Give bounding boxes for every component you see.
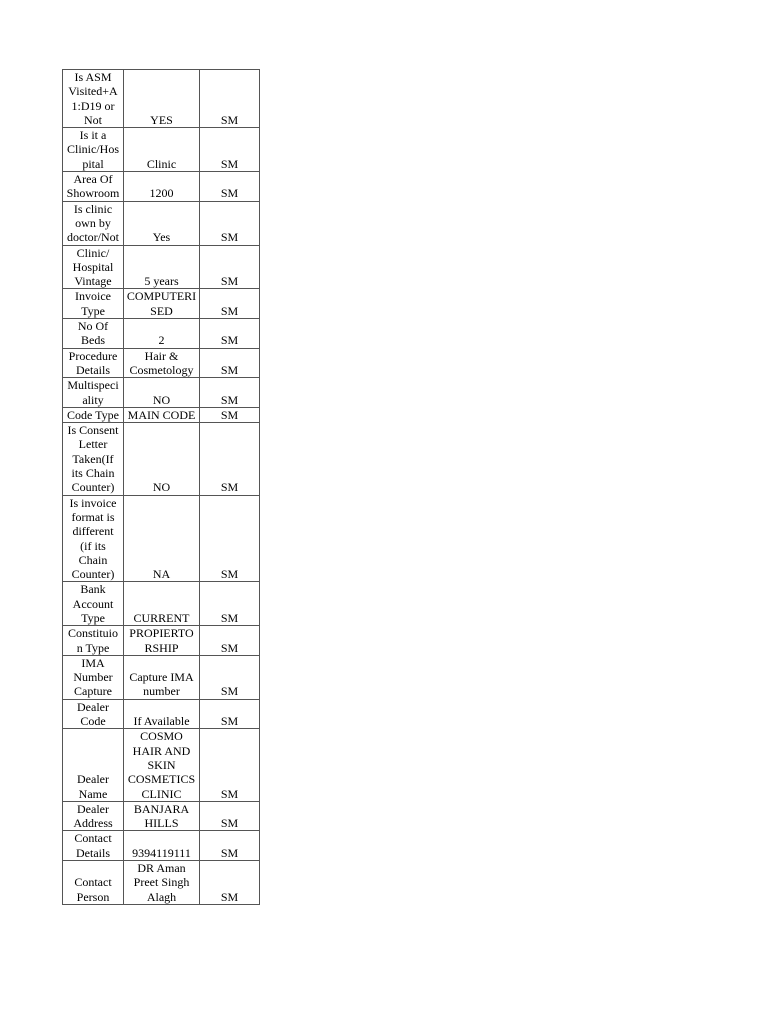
owner-cell[interactable]: SM — [200, 289, 260, 319]
field-label-cell[interactable]: No Of Beds — [63, 319, 124, 349]
owner-cell[interactable]: SM — [200, 582, 260, 626]
table-row — [63, 407, 260, 422]
value-cell[interactable]: NA — [124, 495, 200, 582]
table-row — [63, 801, 260, 831]
table-row — [63, 201, 260, 245]
value-cell[interactable]: 1200 — [124, 172, 200, 202]
value-cell[interactable]: If Available — [124, 699, 200, 729]
table-row — [63, 729, 260, 801]
value-cell[interactable]: YES — [124, 70, 200, 128]
table-row — [63, 245, 260, 289]
table-row — [63, 626, 260, 656]
table-row — [63, 582, 260, 626]
value-cell[interactable]: NO — [124, 423, 200, 495]
value-cell[interactable]: NO — [124, 378, 200, 408]
owner-cell[interactable]: SM — [200, 378, 260, 408]
value-cell[interactable]: COSMO HAIR AND SKIN COSMETICS CLINIC — [124, 729, 200, 801]
field-label-cell[interactable]: Clinic/ Hospital Vintage — [63, 245, 124, 289]
table-row — [63, 861, 260, 905]
table-row — [63, 319, 260, 349]
value-cell[interactable]: BANJARA HILLS — [124, 801, 200, 831]
field-label-cell[interactable]: Multispeci ality — [63, 378, 124, 408]
owner-cell[interactable]: SM — [200, 861, 260, 905]
value-cell[interactable]: COMPUTERI SED — [124, 289, 200, 319]
dealer-details-table — [62, 69, 260, 905]
owner-cell[interactable]: SM — [200, 407, 260, 422]
value-cell[interactable]: CURRENT — [124, 582, 200, 626]
value-cell[interactable]: MAIN CODE — [124, 407, 200, 422]
field-label-cell[interactable]: Dealer Code — [63, 699, 124, 729]
owner-cell[interactable]: SM — [200, 319, 260, 349]
table-row — [63, 423, 260, 495]
value-cell[interactable]: Yes — [124, 201, 200, 245]
value-cell[interactable]: 5 years — [124, 245, 200, 289]
field-label-cell[interactable]: Contact Person — [63, 861, 124, 905]
table-row — [63, 348, 260, 378]
owner-cell[interactable]: SM — [200, 172, 260, 202]
table-row — [63, 289, 260, 319]
field-label-cell[interactable]: Is Consent Letter Taken(If its Chain Counter) — [63, 423, 124, 495]
field-label-cell[interactable]: Invoice Type — [63, 289, 124, 319]
field-label-cell[interactable]: Is it a Clinic/Hos pital — [63, 128, 124, 172]
owner-cell[interactable]: SM — [200, 655, 260, 699]
field-label-cell[interactable]: Code Type — [63, 407, 124, 422]
table-row — [63, 378, 260, 408]
field-label-cell[interactable]: Procedure Details — [63, 348, 124, 378]
value-cell[interactable]: DR Aman Preet Singh Alagh — [124, 861, 200, 905]
owner-cell[interactable]: SM — [200, 70, 260, 128]
value-cell[interactable]: Capture IMA number — [124, 655, 200, 699]
table-row — [63, 831, 260, 861]
field-label-cell[interactable]: Is invoice format is different (if its Chain Counter) — [63, 495, 124, 582]
table-row — [63, 655, 260, 699]
value-cell[interactable]: PROPIERTO RSHIP — [124, 626, 200, 656]
table-body — [63, 70, 260, 905]
table-row — [63, 699, 260, 729]
owner-cell[interactable]: SM — [200, 201, 260, 245]
field-label-cell[interactable]: Dealer Name — [63, 729, 124, 801]
field-label-cell[interactable]: Area Of Showroom — [63, 172, 124, 202]
owner-cell[interactable]: SM — [200, 495, 260, 582]
value-cell[interactable]: 9394119111 — [124, 831, 200, 861]
field-label-cell[interactable]: Is ASM Visited+A 1:D19 or Not — [63, 70, 124, 128]
table-row — [63, 495, 260, 582]
owner-cell[interactable]: SM — [200, 128, 260, 172]
owner-cell[interactable]: SM — [200, 245, 260, 289]
field-label-cell[interactable]: Dealer Address — [63, 801, 124, 831]
owner-cell[interactable]: SM — [200, 348, 260, 378]
value-cell[interactable]: 2 — [124, 319, 200, 349]
owner-cell[interactable]: SM — [200, 626, 260, 656]
value-cell[interactable]: Hair & Cosmetology — [124, 348, 200, 378]
owner-cell[interactable]: SM — [200, 729, 260, 801]
owner-cell[interactable]: SM — [200, 831, 260, 861]
field-label-cell[interactable]: IMA Number Capture — [63, 655, 124, 699]
field-label-cell[interactable]: Bank Account Type — [63, 582, 124, 626]
field-label-cell[interactable]: Is clinic own by doctor/Not — [63, 201, 124, 245]
table-row — [63, 172, 260, 202]
table-row — [63, 70, 260, 128]
field-label-cell[interactable]: Contact Details — [63, 831, 124, 861]
owner-cell[interactable]: SM — [200, 699, 260, 729]
owner-cell[interactable]: SM — [200, 801, 260, 831]
owner-cell[interactable]: SM — [200, 423, 260, 495]
table-row — [63, 128, 260, 172]
field-label-cell[interactable]: Constituio n Type — [63, 626, 124, 656]
value-cell[interactable]: Clinic — [124, 128, 200, 172]
